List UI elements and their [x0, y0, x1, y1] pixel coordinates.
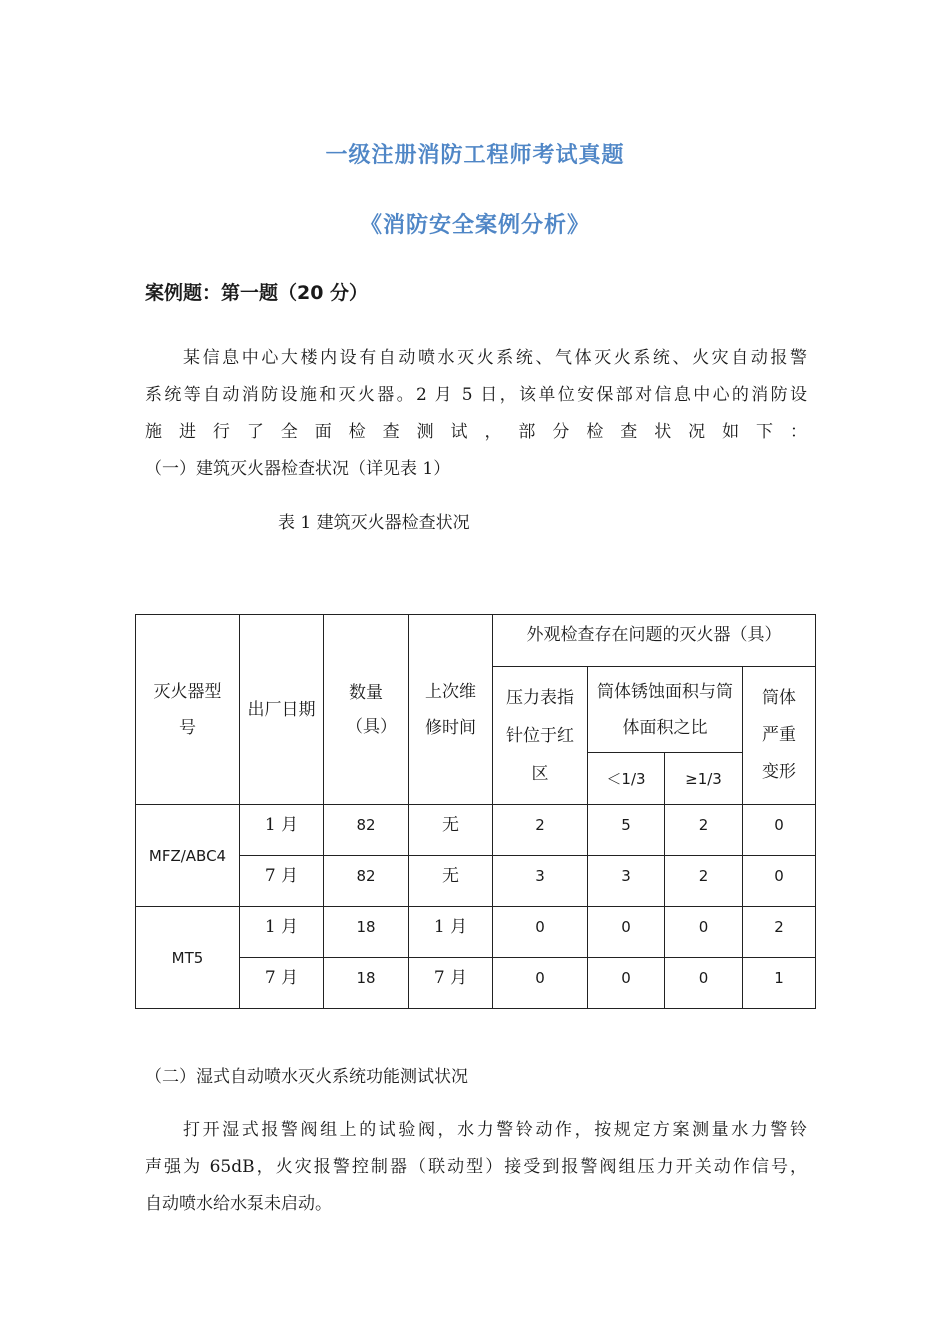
para-line: 某信息中心大楼内设有自动喷水灭火系统、气体灭火系统、火灾自动报警	[183, 348, 807, 368]
case-paragraph	[145, 340, 807, 488]
para-line: 系统等自动消防设施和灭火器。2 月 5 日，该单位安保部对信息中心的消防设	[145, 385, 807, 405]
header-rust-ge: ≥1/3	[665, 753, 743, 805]
document-title: 一级注册消防工程师考试真题	[325, 143, 625, 168]
cell-rust-ge: 0	[665, 907, 743, 958]
section-heading: （一）建筑灭火器检查状况（详见表 1）	[145, 459, 451, 479]
cell-model: MT5	[136, 907, 240, 1009]
cell-date: 7 月	[240, 958, 324, 1009]
cell-last-repair: 7 月	[409, 958, 493, 1009]
cell-date: 1 月	[240, 805, 324, 856]
cell-last-repair: 无	[409, 805, 493, 856]
header-rust: 筒体锈蚀面积与筒体面积之比	[588, 667, 743, 753]
cell-rust-lt: 0	[588, 958, 665, 1009]
header-rust-lt: ＜1/3	[588, 753, 665, 805]
header-date: 出厂日期	[240, 615, 324, 805]
para-line: 施进行了全面检查测试，部分检查状况如下：	[145, 422, 807, 442]
cell-qty: 18	[324, 958, 409, 1009]
cell-deform: 0	[743, 856, 816, 907]
cell-rust-lt: 3	[588, 856, 665, 907]
cell-rust-ge: 2	[665, 856, 743, 907]
para-line: 打开湿式报警阀组上的试验阀，水力警铃动作，按规定方案测量水力警铃	[183, 1120, 807, 1140]
cell-pressure: 0	[493, 907, 588, 958]
cell-qty: 82	[324, 805, 409, 856]
cell-rust-ge: 2	[665, 805, 743, 856]
test-paragraph	[145, 1112, 807, 1223]
cell-model: MFZ/ABC4	[136, 805, 240, 907]
cell-qty: 82	[324, 856, 409, 907]
document-subtitle: 《消防安全案例分析》	[359, 213, 590, 238]
cell-last-repair: 1 月	[409, 907, 493, 958]
header-qty: 数量（具）	[324, 615, 409, 805]
cell-pressure: 3	[493, 856, 588, 907]
header-last-repair: 上次维修时间	[409, 615, 493, 805]
cell-rust-lt: 0	[588, 907, 665, 958]
cell-pressure: 2	[493, 805, 588, 856]
cell-date: 7 月	[240, 856, 324, 907]
cell-deform: 0	[743, 805, 816, 856]
header-deform: 筒体严重变形	[743, 667, 816, 805]
cell-deform: 1	[743, 958, 816, 1009]
cell-pressure: 0	[493, 958, 588, 1009]
cell-rust-lt: 5	[588, 805, 665, 856]
cell-deform: 2	[743, 907, 816, 958]
section-heading-2: （二）湿式自动喷水灭火系统功能测试状况	[145, 1067, 468, 1087]
case-heading: 案例题：第一题（20 分）	[145, 282, 369, 304]
para-line: 声强为 65dB，火灾报警控制器（联动型）接受到报警阀组压力开关动作信号，	[145, 1157, 807, 1177]
header-model: 灭火器型号	[136, 615, 240, 805]
extinguisher-table	[135, 614, 816, 1009]
cell-rust-ge: 0	[665, 958, 743, 1009]
cell-date: 1 月	[240, 907, 324, 958]
cell-last-repair: 无	[409, 856, 493, 907]
para-line: 自动喷水给水泵未启动。	[145, 1194, 332, 1214]
cell-qty: 18	[324, 907, 409, 958]
table-caption: 表 1 建筑灭火器检查状况	[278, 513, 470, 533]
header-appearance-group: 外观检查存在问题的灭火器（具）	[493, 615, 816, 667]
header-pressure: 压力表指针位于红区	[493, 667, 588, 805]
